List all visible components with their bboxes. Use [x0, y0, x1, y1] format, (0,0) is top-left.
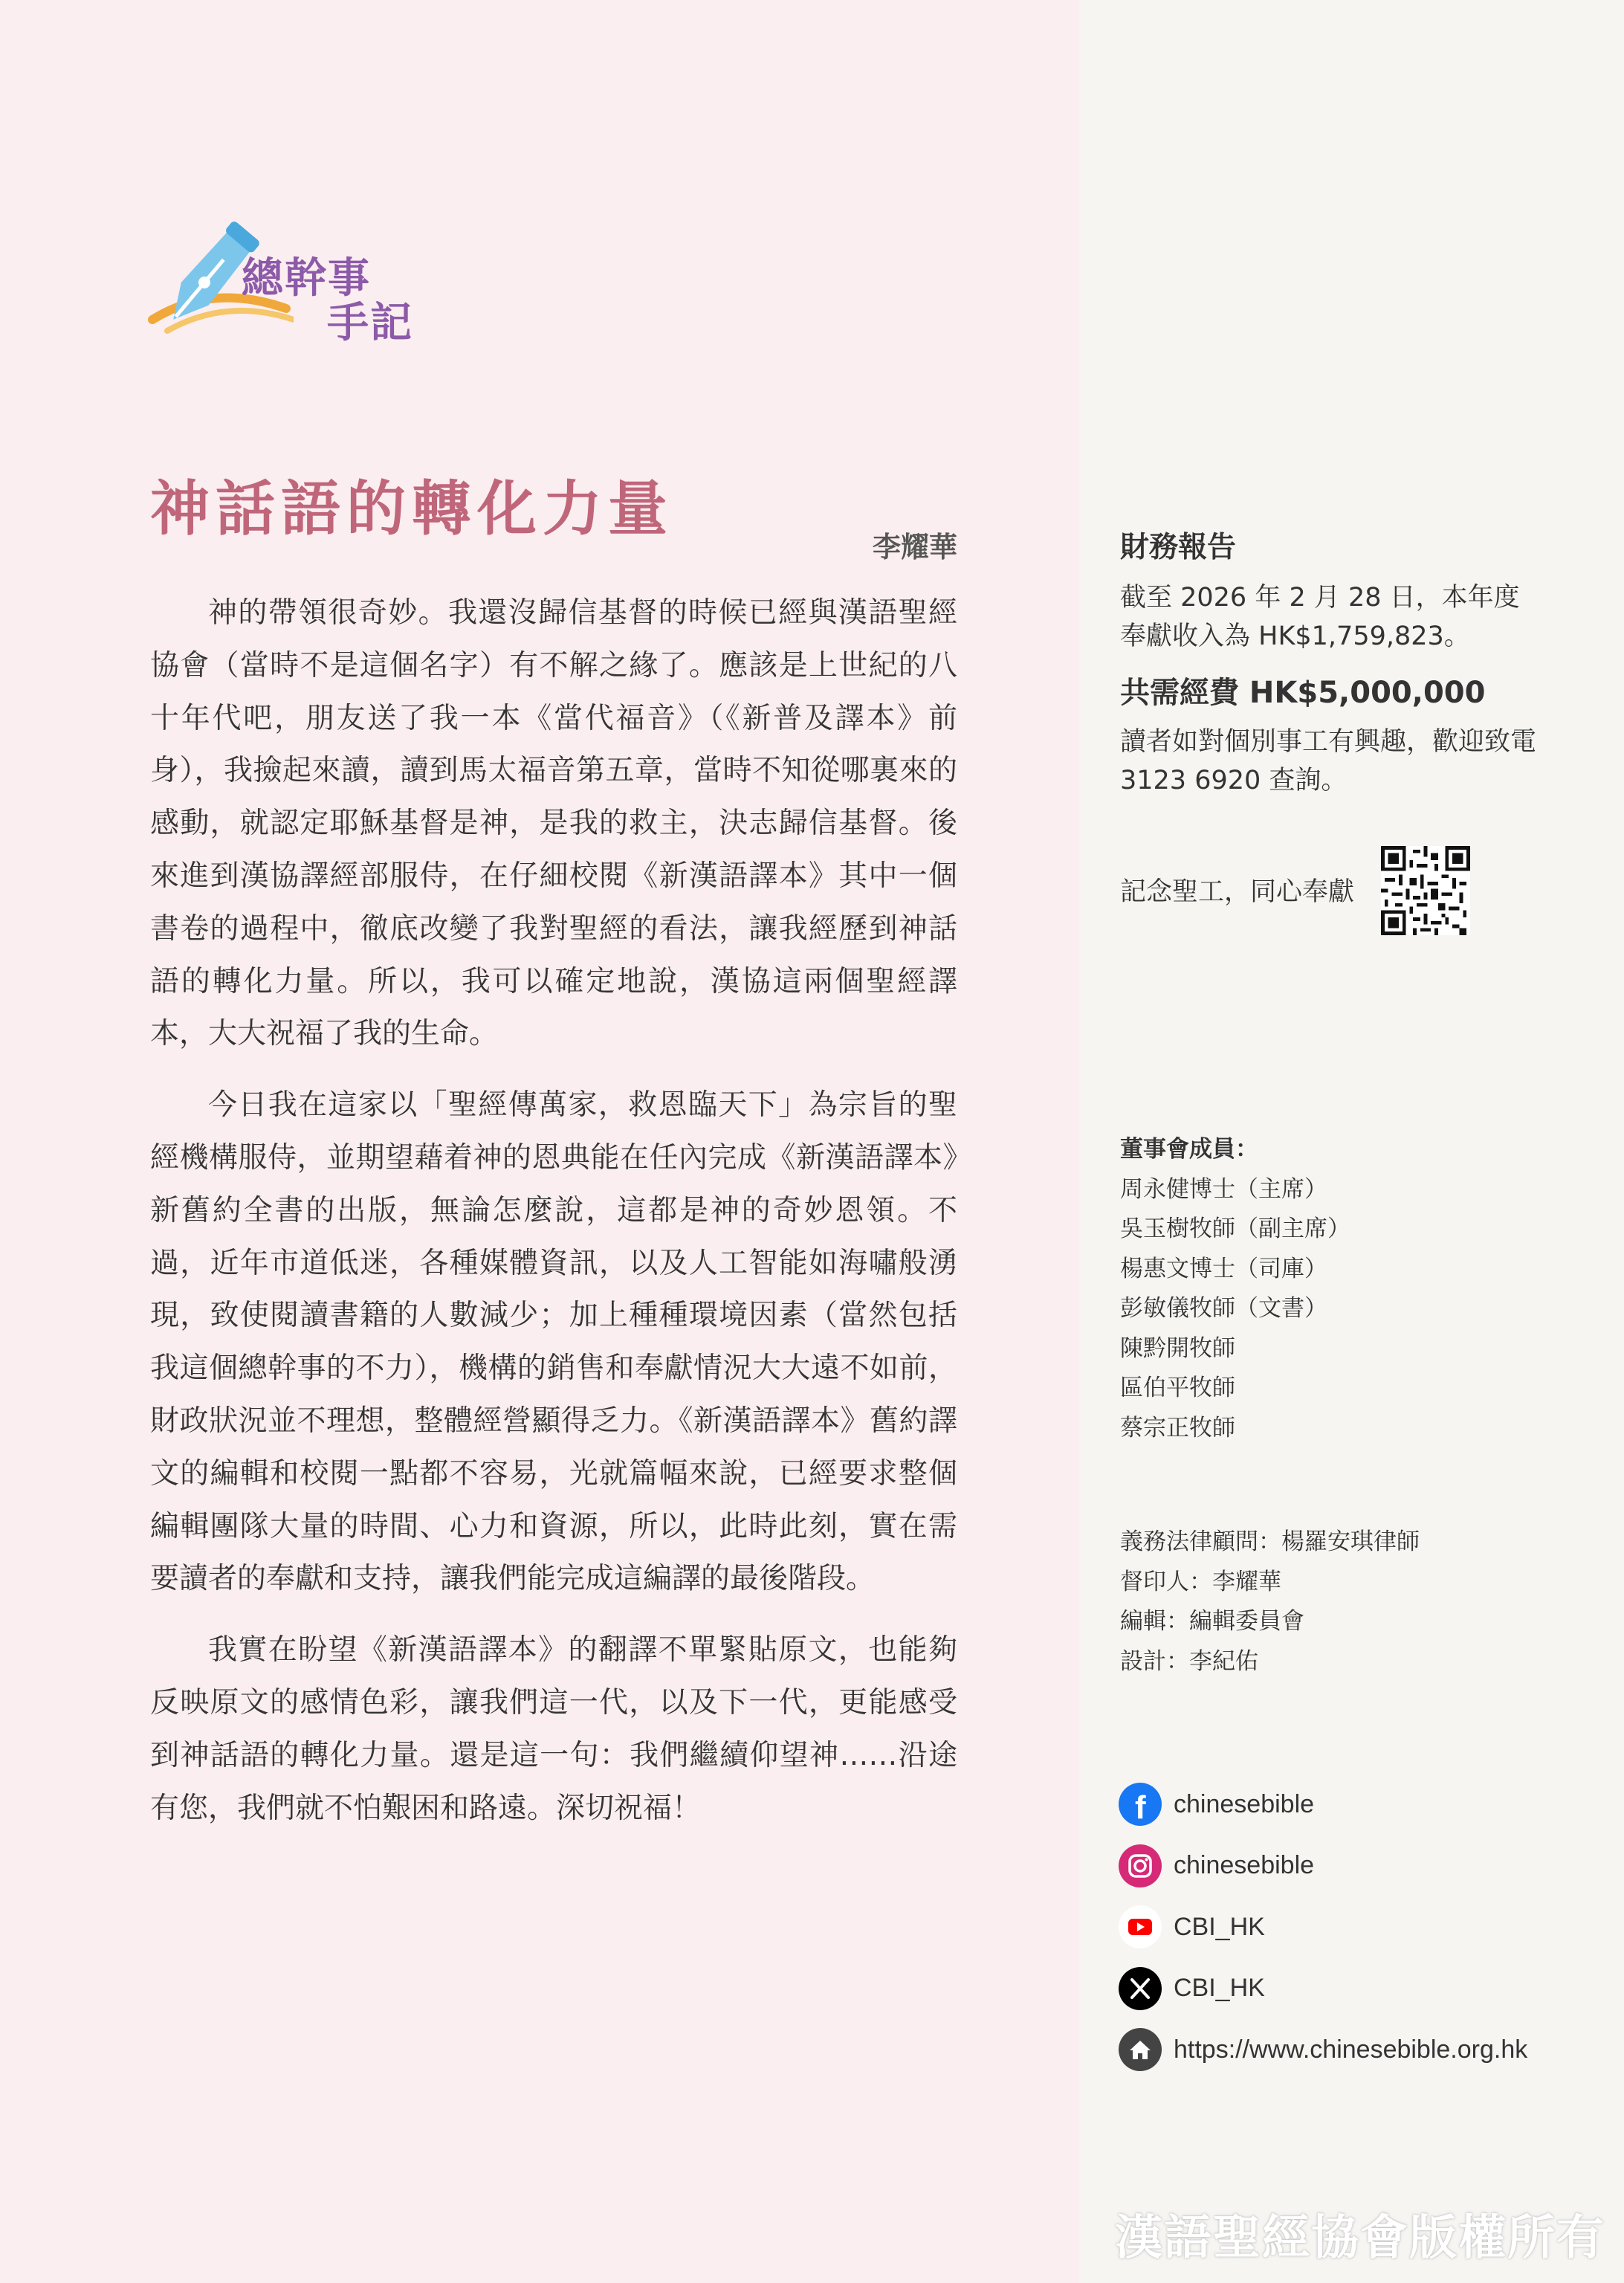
board-member: 周永健博士（主席）: [1120, 1175, 1327, 1203]
social-links: [1119, 1783, 1527, 2090]
logo-line1: 總幹事: [242, 254, 371, 303]
social-label: CBI_HK: [1174, 1912, 1265, 1941]
board-member: 蔡宗正牧師: [1120, 1414, 1235, 1441]
social-link-facebook[interactable]: [1119, 1783, 1527, 1826]
board-member: 吳玉樹牧師（副主席）: [1120, 1215, 1350, 1242]
board-heading: 董事會成員：: [1120, 1136, 1258, 1163]
instagram-icon: [1119, 1844, 1162, 1888]
social-link-youtube[interactable]: [1119, 1905, 1527, 1948]
social-link-website[interactable]: [1119, 2028, 1527, 2071]
finance-total: 共需經費 HK$5,000,000: [1120, 676, 1486, 710]
credits: [1120, 1522, 1536, 1682]
board-member: 區伯平牧師: [1120, 1375, 1235, 1401]
article-paragraph: 我實在盼望《新漢語譯本》的翻譯不單緊貼原文，也能夠反映原文的感情色彩，讓我們這一代，以及下一代，更能感受到神話語的轉化力量。還是這一句：我們繼續仰望神……沿途有您，我們就不怕艱困和路遠。深切祝福！: [150, 1633, 957, 1825]
article-title: 神話語的轉化力量: [150, 474, 673, 543]
youtube-icon: [1119, 1905, 1162, 1948]
credit-line: 義務法律顧問：楊羅安琪律師: [1120, 1528, 1420, 1555]
board-member: 彭敏儀牧師（文書）: [1120, 1295, 1327, 1322]
home-icon: [1119, 2028, 1162, 2071]
logo-line2: 手記: [327, 299, 413, 347]
social-label: CBI_HK: [1174, 1974, 1265, 2002]
column-logo: [145, 208, 442, 346]
donation-motto: 記念聖工，同心奉獻: [1120, 877, 1355, 907]
credit-line: 設計：李紀佑: [1120, 1647, 1258, 1675]
social-link-x[interactable]: [1119, 1967, 1527, 2010]
board-member: 陳黔開牧師: [1120, 1334, 1235, 1362]
board-members: [1120, 1130, 1536, 1448]
social-link-instagram[interactable]: [1119, 1844, 1527, 1888]
donation-qr-code[interactable]: [1381, 846, 1470, 935]
facebook-icon: [1119, 1783, 1162, 1826]
social-label: https://www.chinesebible.org.hk: [1174, 2035, 1528, 2064]
article-author: 李耀華: [872, 531, 957, 564]
board-member: 楊惠文博士（司庫）: [1120, 1255, 1327, 1282]
svg-text:f: f: [1135, 1789, 1146, 1826]
credit-line: 編輯：編輯委員會: [1120, 1608, 1304, 1635]
x-icon: [1119, 1967, 1162, 2010]
credit-line: 督印人：李耀華: [1120, 1568, 1281, 1595]
article-paragraph: 神的帶領很奇妙。我還沒歸信基督的時候已經與漢語聖經協會（當時不是這個名字）有不解之緣了。應該是上世紀的八十年代吧，朋友送了我一本《當代福音》（《新普及譯本》前身），我撿起來讀，讀到馬太福音第五章，當時不知從哪裏來的感動，就認定耶穌基督是神，是我的救主，決志歸信基督。後來進到漢協譯經部服侍，在仔細校閱《新漢語譯本》其中一個書卷的過程中，徹底改變了我對聖經的看法，讓我經歷到神話語的轉化力量。所以，我可以確定地說，漢協這兩個聖經譯本，大大祝福了我的生命。: [150, 596, 957, 1051]
article-paragraph: 今日我在這家以「聖經傳萬家，救恩臨天下」為宗旨的聖經機構服侍，並期望藉着神的恩典能在任內完成《新漢語譯本》新舊約全書的出版，無論怎麼說，這都是神的奇妙恩領。不過，近年市道低迷，各種媒體資訊，以及人工智能如海嘯般湧現，致使閱讀書籍的人數減少；加上種種環境因素（當然包括我這個總幹事的不力），機構的銷售和奉獻情況大大遠不如前，財政狀況並不理想，整體經營顯得乏力。《新漢語譯本》舊約譯文的編輯和校閱一點都不容易，光就篇幅來說，已經要求整個編輯團隊大量的時間、心力和資源，所以，此時此刻，實在需要讀者的奉獻和支持，讓我們能完成這編譯的最後階段。: [150, 1088, 957, 1596]
social-label: chinesebible: [1174, 1789, 1315, 1818]
copyright-watermark: 漢語聖經協會版權所有: [1115, 2211, 1605, 2266]
finance-body: 截至 2026 年 2 月 28 日，本年度奉獻收入為 HK$1,759,823。: [1120, 583, 1520, 651]
finance-title: 財務報告: [1120, 531, 1237, 564]
finance-contact: 讀者如對個別事工有興趣，歡迎致電 3123 6920 查詢。: [1120, 727, 1537, 795]
social-label: chinesebible: [1174, 1851, 1315, 1879]
article-body: [150, 587, 957, 1853]
